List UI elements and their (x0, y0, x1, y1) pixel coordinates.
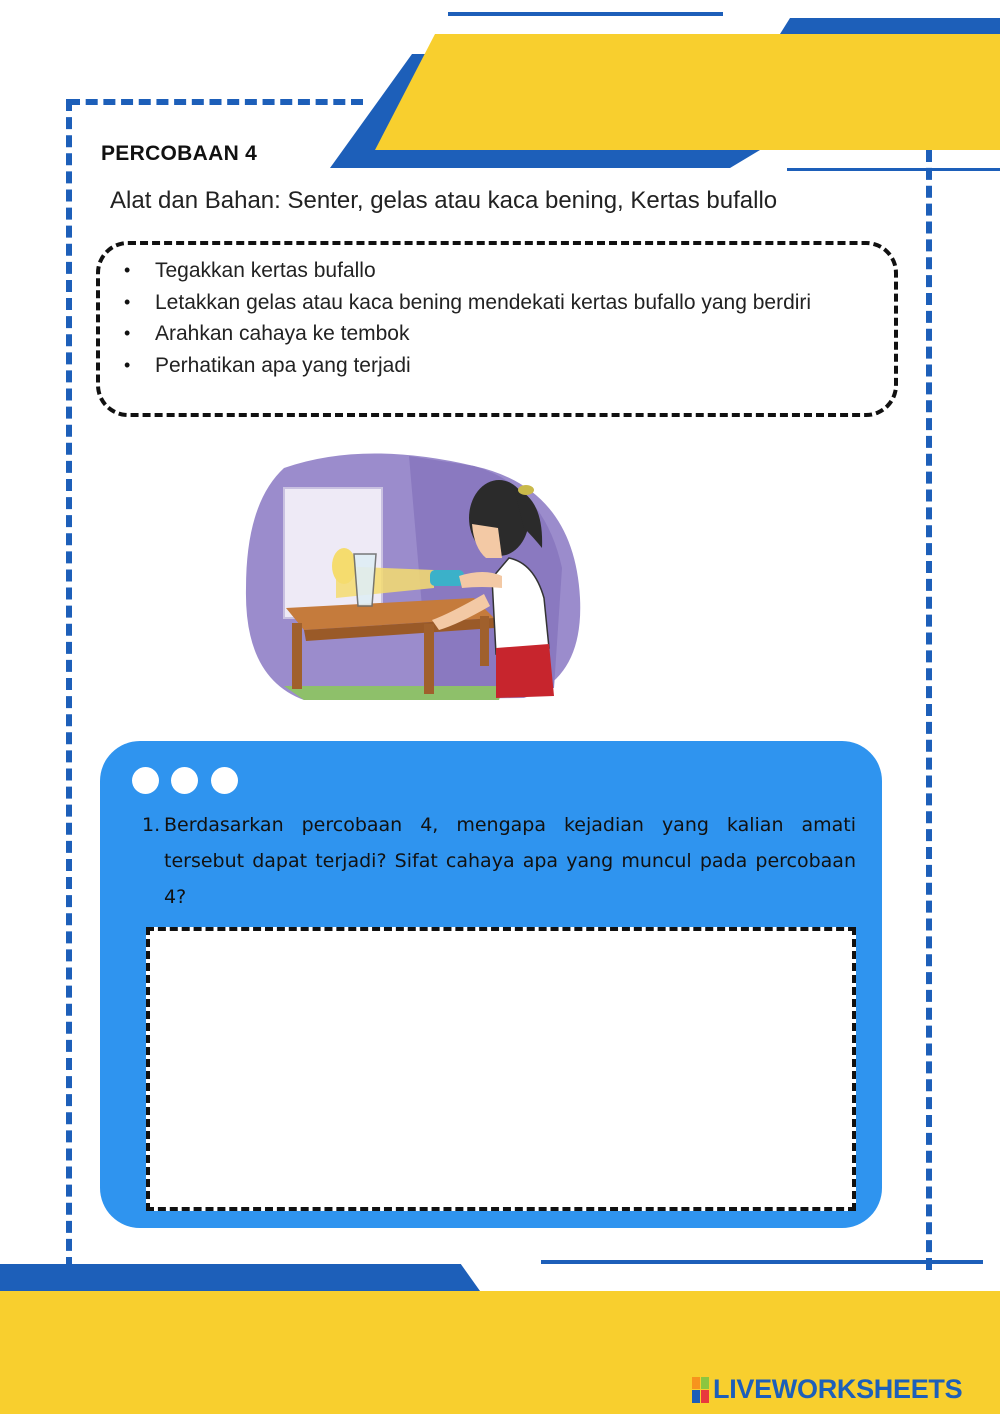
window-dot (171, 767, 198, 794)
window-dot (132, 767, 159, 794)
brand-name: LIVEWORKSHEETS (713, 1374, 963, 1404)
frame-right-dash (926, 150, 932, 1270)
liveworksheets-logo (692, 1374, 962, 1405)
frame-left-dash (66, 99, 72, 1269)
header-blue-top (780, 18, 1000, 34)
step-item: • Arahkan cahaya ke tembok (148, 318, 880, 350)
right-decor-line (787, 168, 1000, 171)
question-text: Berdasarkan percobaan 4, mengapa kejadian yang kalian amati tersebut dapat terjadi? Sifat cahaya apa yang muncul pada percobaan 4? (164, 814, 856, 908)
steps-list (148, 255, 880, 381)
materials-text: Alat dan Bahan: Senter, gelas atau kaca bening, Kertas bufallo (110, 187, 778, 214)
worksheet-title: PERCOBAAN 4 (101, 142, 258, 165)
header-yellow-band (375, 34, 1000, 150)
frame-top-dash (68, 99, 363, 105)
top-decor-line (448, 12, 723, 16)
header-blue-underline (335, 150, 760, 168)
question-item (142, 807, 856, 915)
step-item: • Letakkan gelas atau kaca bening mendekati kertas bufallo yang berdiri (148, 287, 880, 319)
step-item: • Perhatikan apa yang terjadi (148, 350, 880, 382)
steps-box (96, 241, 898, 417)
experiment-illustration (244, 448, 584, 706)
bottom-decor-line (541, 1260, 983, 1264)
answer-field[interactable] (146, 927, 856, 1211)
header-banner (330, 18, 1000, 170)
question-card (100, 741, 882, 1228)
liveworksheets-icon (692, 1377, 709, 1403)
step-item: • Tegakkan kertas bufallo (148, 255, 880, 287)
question-list (142, 807, 856, 915)
question-number: 1. (142, 814, 161, 836)
window-dot (211, 767, 238, 794)
bottom-blue-bar (0, 1264, 480, 1291)
